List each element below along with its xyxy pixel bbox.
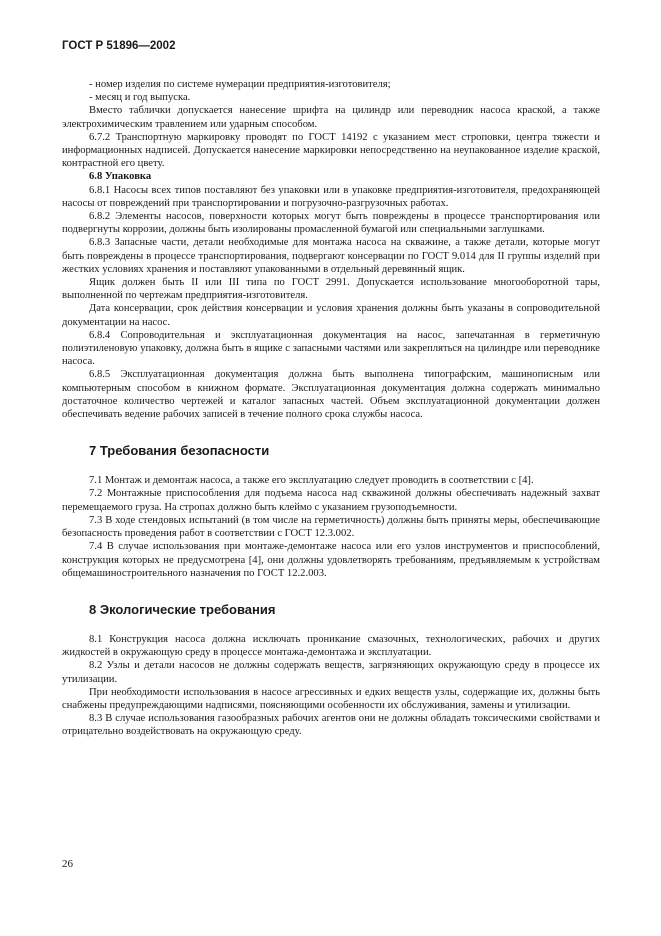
list-item: - номер изделия по системе нумерации предприятия-изготовителя;: [89, 79, 391, 90]
paragraph-6-8-5: 6.8.5 Эксплуатационная документация должна быть выполнена типографским, машинописным или компьютерным способом в книжном формате. Эксплуатационная документация должна содержать минимально достаточное количество чертежей и каталог запасных частей. Объем эксплуатационной документации должен обеспечивать ведение рабочих записей в течение полного срока службы насоса.: [62, 369, 600, 421]
paragraph-8-3: 8.3 В случае использования газообразных рабочих агентов они не должны обладать токсическими свойствами и отрицательно воздействовать на окружающую среду.: [62, 713, 600, 738]
paragraph-6-8-1: 6.8.1 Насосы всех типов поставляют без упаковки или в упаковке предприятия-изготовителя, предохраняющей насосы от повреждений при транспортировании и погрузочно-разгрузочных работах.: [62, 184, 600, 209]
paragraph-7-2: 7.2 Монтажные приспособления для подъема насоса над скважиной должны обеспечивать надежный захват перемещаемого груза. На стропах должно быть клеймо с указанием грузоподъемности.: [62, 488, 600, 513]
list-item: - месяц и год выпуска.: [89, 92, 191, 104]
paragraph: Вместо таблички допускается нанесение шрифта на цилиндр или переводник насоса краской, а также электрохимическим травлением или ударным способом.: [62, 105, 600, 130]
paragraph-6-8-3: 6.8.3 Запасные части, детали необходимые для монтажа насоса на скважине, а также детали, которые могут быть повреждены в процессе транспортирования, подвергают консервации по ГОСТ 9.014 для II группы изделий при жестких условиях хранения и поставляют упакованными в отдельный деревянный ящик.: [62, 237, 600, 275]
paragraph-6-7-2: 6.7.2 Транспортную маркировку проводят по ГОСТ 14192 с указанием мест строповки, центра тяжести и информационных надписей. Допускается нанесение маркировки непосредственно на неупакованное изделие краской, контрастной его цвету.: [62, 131, 600, 170]
paragraph: Дата консервации, срок действия консервации и условия хранения должны быть указаны в сопроводительной документации на насос.: [62, 303, 600, 328]
paragraph: При необходимости использования в насосе агрессивных и едких веществ узлы, содержащие их, должны быть снабжены предупреждающими надписями, поясняющими особенности их обслуживания, замены и утилизации.: [62, 686, 600, 711]
paragraph-6-8-4: 6.8.4 Сопроводительная и эксплуатационная документация на насос, запечатанная в герметичную полиэтиленовую упаковку, должна быть в ящике с запасными частями или закрепляться на цилиндре или переводнике насоса.: [62, 329, 600, 368]
subsection-title-6-8: 6.8 Упаковка: [89, 171, 152, 183]
paragraph-7-1: 7.1 Монтаж и демонтаж насоса, а также его эксплуатацию следует проводить в соответствии с [4].: [89, 475, 534, 487]
page-number: 26: [62, 858, 73, 870]
paragraph-8-1: 8.1 Конструкция насоса должна исключать проникание смазочных, технологических, рабочих и других жидкостей в окружающую среду в процессе монтажа-демонтажа и эксплуатации.: [62, 633, 600, 659]
paragraph-8-2: 8.2 Узлы и детали насосов не должны содержать веществ, загрязняющих окружающую среду в процессе их утилизации.: [62, 660, 600, 685]
section-title-7: 7 Требования безопасности: [89, 443, 270, 459]
document-header: ГОСТ Р 51896—2002: [62, 40, 176, 52]
paragraph: Ящик должен быть II или III типа по ГОСТ 2991. Допускается использование многооборотной тары, выполненной по чертежам предприятия-изготовителя.: [62, 277, 600, 302]
paragraph-7-3: 7.3 В ходе стендовых испытаний (в том числе на герметичность) должны быть приняты меры, обеспечивающие безопасность проведения работ в соответствии с ГОСТ 12.3.002.: [62, 514, 600, 540]
paragraph-7-4: 7.4 В случае использования при монтаже-демонтаже насоса или его узлов инструментов и приспособлений, конструкция которых не предусмотрена [4], они должны удовлетворять требованиям, предъявляемым к устройствам общемашиностроительного назначения по ГОСТ 12.2.003.: [62, 541, 600, 579]
paragraph-6-8-2: 6.8.2 Элементы насосов, поверхности которых могут быть повреждены в процессе транспортирования или подвергнуты коррозии, должны быть изолированы промасленной бумагой или специальными заглушками.: [62, 211, 600, 236]
document-page: [62, 40, 600, 739]
section-title-8: 8 Экологические требования: [89, 601, 276, 617]
